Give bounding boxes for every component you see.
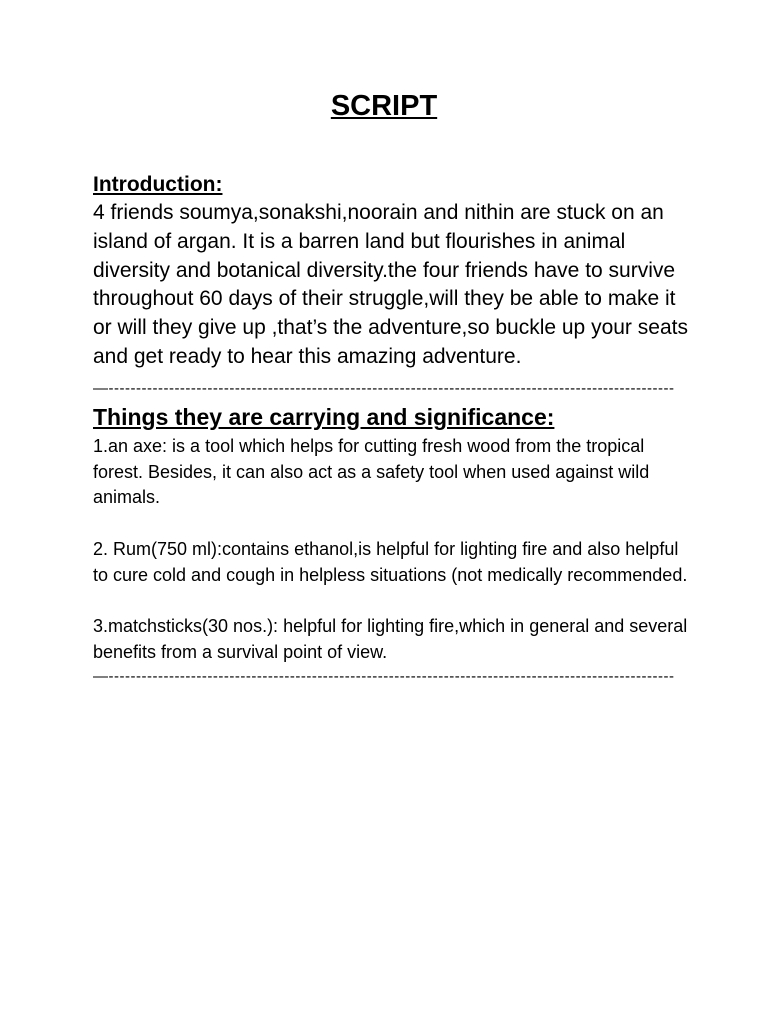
list-item-matchsticks: 3.matchsticks(30 nos.): helpful for lighting fire,which in general and several benefits from a survival point of view. xyxy=(93,616,688,663)
introduction-paragraph: 4 friends soumya,sonakshi,noorain and nithin are stuck on an island of argan. It is a barren land but flourishes in animal diversity and botanical diversity.the four friends have to survive throughout 60 days of their struggle,will they be able to make it or will they give up ,that’s the adventure,so buckle up your seats and get ready to hear this amazing adventure. xyxy=(93,201,688,368)
list-item-rum: 2. Rum(750 ml):contains ethanol,is helpful for lighting fire and also helpful to cure cold and cough in helpless situations (not medically recommended. xyxy=(93,538,688,585)
document-content xyxy=(93,170,693,688)
things-list xyxy=(93,434,693,666)
section-divider: —------------------------------------------------------------------------------------------------------- xyxy=(93,379,675,397)
introduction-heading: Introduction: xyxy=(93,173,223,196)
things-heading: Things they are carrying and significance: xyxy=(93,403,555,430)
section-divider-end: —------------------------------------------------------------------------------------------------------- xyxy=(93,667,675,685)
document-title: SCRIPT xyxy=(330,90,438,122)
list-item-axe: 1.an axe: is a tool which helps for cutting fresh wood from the tropical forest. Besides, it can also act as a safety tool when used against wild animals. xyxy=(93,435,650,508)
